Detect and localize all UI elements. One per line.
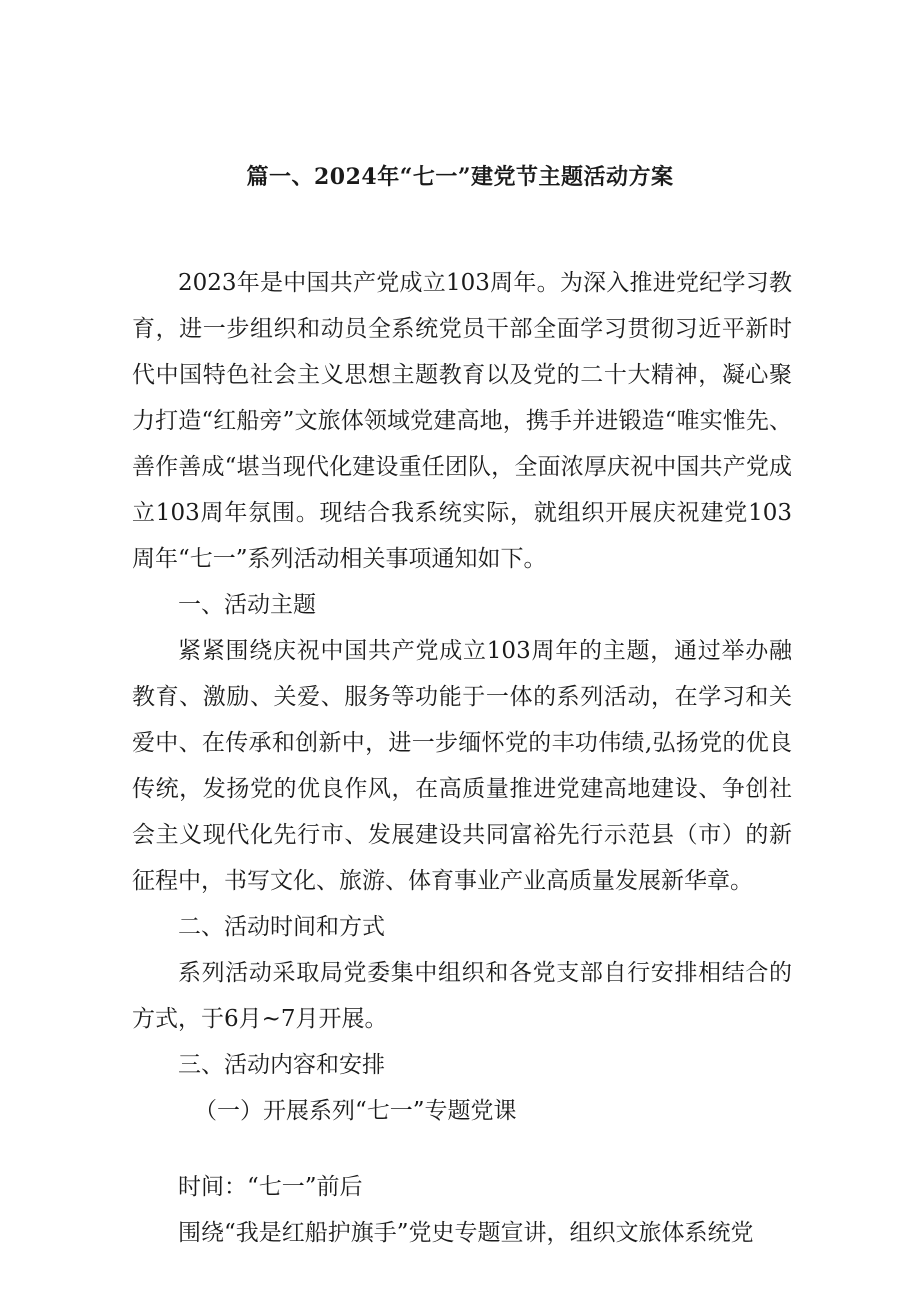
section-2-paragraph: 系列活动采取局党委集中组织和各党支部自行安排相结合的方式，于6月~7月开展。 bbox=[132, 960, 792, 1032]
section-2-heading: 二、活动时间和方式 bbox=[178, 914, 385, 940]
intro-paragraph: 2023年是中国共产党成立103周年。为深入推进党纪学习教育，进一步组织和动员全系统党员干部全面学习贯彻习近平新时代中国特色社会主义思想主题教育以及党的二十大精神，凝心聚力打造“红船旁”文旅体领域党建高地，携手并进锻造“唯实惟先、善作善成“堪当现代化建设重任团队，全面浓厚庆祝中国共产党成立103周年氛围。现结合我系统实际，就组织开展庆祝建党103周年“七一”系列活动相关事项通知如下。 bbox=[132, 270, 792, 572]
document-body bbox=[132, 260, 792, 1256]
time-line: 时间：“七一”前后 bbox=[178, 1174, 363, 1200]
document-title: 篇一、2024年“七一”建党节主题活动方案 bbox=[246, 164, 674, 190]
section-3-subheading-1: （一）开展系列“七一”专题党课 bbox=[194, 1098, 517, 1124]
spacer bbox=[132, 1134, 792, 1164]
section-1-paragraph: 紧紧围绕庆祝中国共产党成立103周年的主题，通过举办融教育、激励、关爱、服务等功能于一体的系列活动，在学习和关爱中、在传承和创新中，进一步缅怀党的丰功伟绩,弘扬党的优良传统，发扬党的优良作风，在高质量推进党建高地建设、争创社会主义现代化先行市、发展建设共同富裕先行示范县（市）的新征程中，书写文化、旅游、体育事业产业高质量发展新华章。 bbox=[132, 638, 792, 894]
section-3-heading: 三、活动内容和安排 bbox=[178, 1052, 385, 1078]
section-1-heading: 一、活动主题 bbox=[178, 592, 316, 618]
closing-paragraph: 围绕“我是红船护旗手”党史专题宣讲，组织文旅体系统党 bbox=[178, 1220, 754, 1246]
